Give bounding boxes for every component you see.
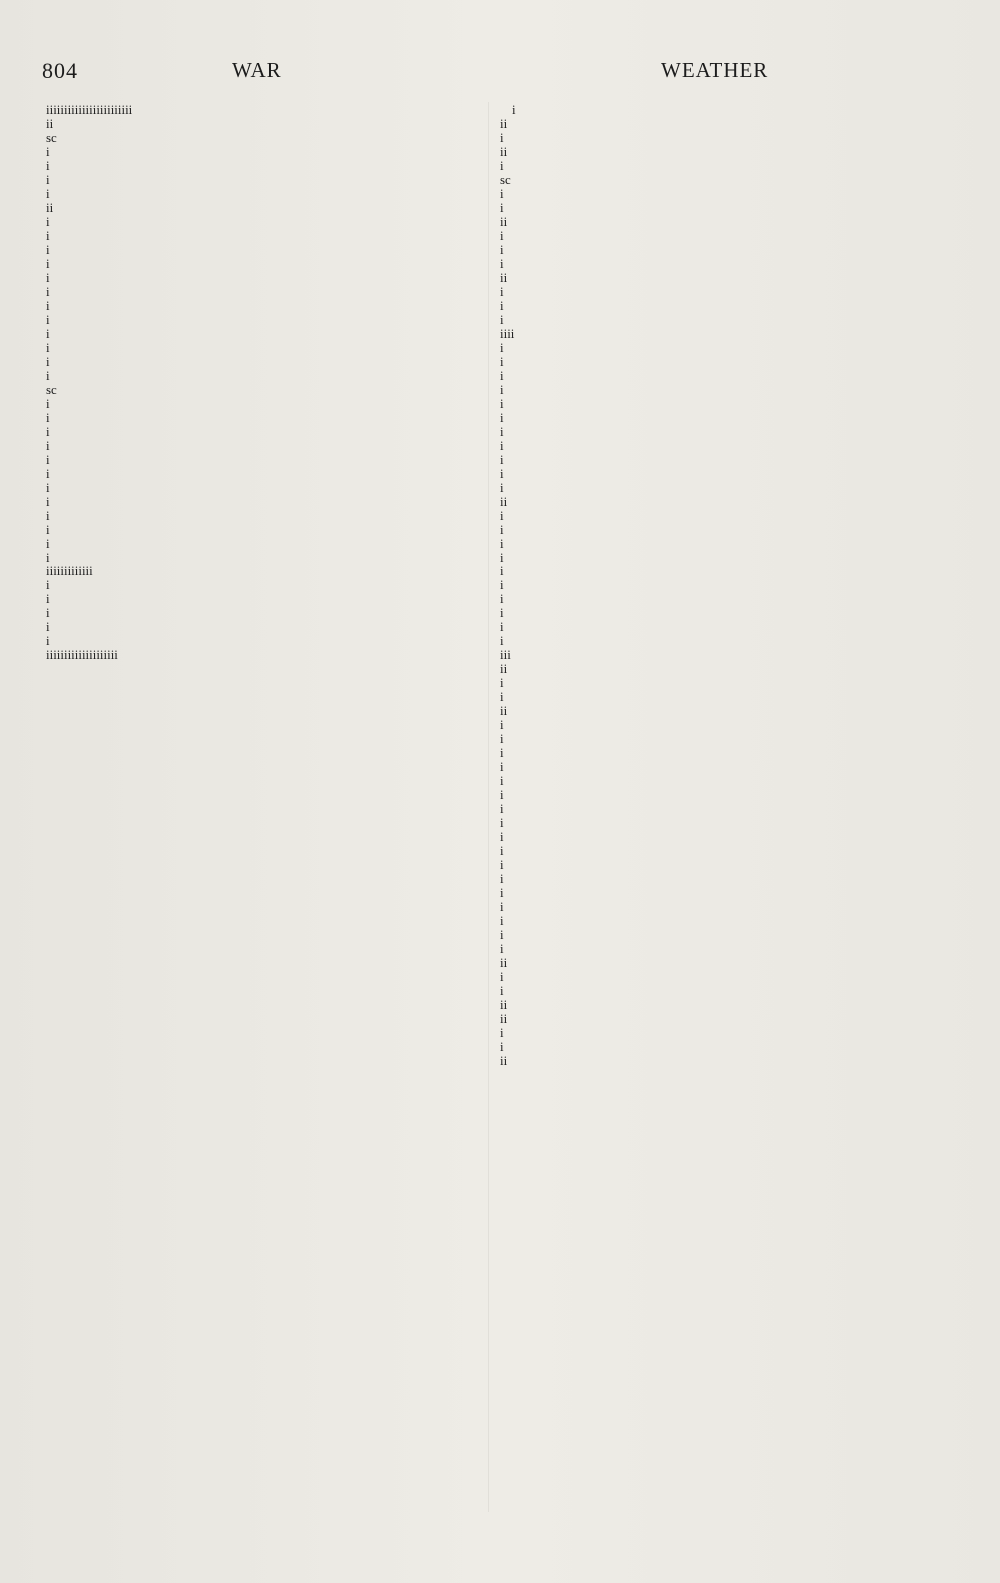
entry-text: i [46,270,50,285]
entry-text: i [63,103,68,117]
entry-text: i [46,312,50,327]
entry-text: i [128,103,133,117]
entry-text: i [46,452,50,467]
entry-text: i [46,144,50,159]
index-entry [500,718,933,732]
entry-text: i [46,592,50,607]
entry-text: i [46,606,50,621]
entry-text: i [63,564,68,579]
entry-text: i [500,998,504,1012]
entry-text: i [500,788,504,803]
index-entry [46,341,477,355]
entry-text: i [500,620,504,635]
entry-text: i [500,564,504,579]
entry-text: i [46,368,50,383]
entry-text: i [500,270,504,285]
index-entry [500,676,933,690]
index-entry [500,187,933,201]
entry-text: i [500,354,504,369]
entry-text: i [96,103,100,117]
entry-text: i [78,564,82,579]
index-entry [500,481,933,495]
index-entry [46,159,477,173]
index-entry [46,271,477,285]
entry-text: i [99,103,104,117]
entry-text: i [46,466,50,481]
index-entry [46,285,477,299]
entry-text: i [53,564,57,579]
index-entry [500,453,933,467]
index-entry [500,690,933,704]
entry-text: i [46,298,50,313]
entry-text: i [63,648,68,663]
entry-text: i [500,704,504,719]
index-entry [500,620,933,634]
entry-text: i [500,928,504,943]
entry-text: sc [500,172,511,187]
index-entry [46,634,477,648]
index-entry [46,453,477,467]
index-entry [500,257,933,271]
index-entry [46,425,477,439]
index-entry [500,425,933,439]
index-entry [500,872,933,886]
index-entry [46,578,477,592]
entry-text: i [500,536,504,551]
index-entry [46,313,477,327]
entry-text: i [46,522,50,537]
entry-text: i [74,648,79,663]
entry-text: i [500,634,504,649]
entry-text: i [500,802,504,817]
entry-text: i [49,200,54,215]
index-column-right [500,103,933,1068]
entry-text: i [500,186,504,201]
entry-text: i [500,872,504,887]
index-entry [500,509,933,523]
entry-text: i [500,340,504,355]
entry-text: i [96,648,100,663]
entry-text: i [67,103,72,117]
index-entry [500,900,933,914]
index-entry [46,117,477,131]
entry-text: i [500,130,504,145]
index-entry [500,984,933,998]
entry-text: i [46,438,50,453]
entry-text: i [107,103,111,117]
entry-text: i [67,564,72,579]
entry-text: i [500,592,504,607]
entry-text: i [500,886,504,901]
entry-text: i [46,103,50,117]
entry-text: i [46,284,50,299]
index-entry [500,1026,933,1040]
entry-text: i [46,424,50,439]
entry-text: i [500,284,504,299]
index-entry [46,383,477,397]
index-entry [46,537,477,551]
entry-text: i [500,116,504,131]
entry-text: i [125,103,129,117]
entry-text: i [56,103,61,117]
index-entry [500,397,933,411]
entry-text: i [107,648,111,663]
index-entry [500,299,933,313]
index-entry [500,383,933,397]
entry-text: i [500,606,504,621]
index-entry [500,145,933,159]
entry-text: i [46,326,50,341]
column-divider [488,102,489,1512]
entry-text: i [99,648,104,663]
entry-text: i [500,732,504,747]
index-entry [500,830,933,844]
entry-text: i [500,214,504,229]
index-entry [46,551,477,565]
entry-text: i [500,480,504,495]
entry-text: i [500,1011,504,1026]
entry-text: i [74,564,79,579]
index-entry [500,564,933,578]
index-entry [500,243,933,257]
index-entry [500,439,933,453]
entry-text: i [49,564,54,579]
index-entry [500,592,933,606]
entry-text: i [503,494,508,509]
index-entry [500,229,933,243]
entry-text: i [500,858,504,873]
index-entry [500,802,933,816]
entry-text: i [85,648,90,663]
index-entry [500,523,933,537]
entry-text: i [510,326,515,341]
index-entry [46,495,477,509]
entry-text: i [46,550,50,565]
index-entry [500,201,933,215]
entry-text: i [46,494,50,509]
entry-text: i [46,648,50,663]
entry-text: i [74,103,79,117]
entry-text: i [500,466,504,481]
index-entry [46,355,477,369]
index-entry [500,159,933,173]
entry-text: i [110,103,115,117]
page-number: 804 [42,58,78,83]
entry-text: i [500,326,504,341]
index-entry [500,760,933,774]
index-entry [500,467,933,481]
entry-text: i [92,103,97,117]
entry-text: i [500,984,504,999]
entry-text: i [46,172,50,187]
entry-text: i [81,648,86,663]
index-entry [500,117,933,131]
index-entry [46,439,477,453]
entry-text: i [46,410,50,425]
index-entry [46,592,477,606]
entry-text: i [46,354,50,369]
entry-text: i [46,256,50,271]
entry-text: i [46,620,50,635]
entry-text: i [500,648,504,663]
index-entry [46,145,477,159]
entry-text: i [53,648,57,663]
entry-text: i [71,564,75,579]
index-entry [500,746,933,760]
entry-text: i [503,144,508,159]
index-entry [500,788,933,802]
index-entry [500,341,933,355]
entry-text: i [500,410,504,425]
entry-text: i [507,326,511,341]
index-entry [46,369,477,383]
entry-text: i [503,998,508,1012]
entry-text: i [500,508,504,523]
entry-text: i [500,1053,504,1068]
entry-text: i [46,536,50,551]
entry-text: i [500,956,504,971]
index-entry [46,397,477,411]
entry-text: i [500,312,504,327]
index-entry [500,998,933,1012]
entry-text: i [500,690,504,705]
entry-text: i [114,103,118,117]
entry-text: i [46,634,50,649]
entry-text: i [60,648,64,663]
left-running-head: WAR [232,58,282,82]
entry-text: i [500,816,504,831]
entry-text: i [78,103,82,117]
entry-text: i [503,1011,508,1026]
entry-text: i [500,844,504,859]
entry-text: i [500,662,504,677]
index-entry [46,481,477,495]
index-entry [46,467,477,481]
entry-text: i [89,103,93,117]
index-entry [46,187,477,201]
entry-text: i [121,103,126,117]
entry-text: i [60,103,64,117]
entry-text: i [53,103,57,117]
entry-text: i [78,648,82,663]
entry-text: i [71,103,75,117]
entry-text: i [500,452,504,467]
entry-text: i [500,676,504,691]
index-entry [46,299,477,313]
index-column-left [46,103,477,662]
index-entry [500,1054,933,1068]
entry-text: i [46,396,50,411]
index-entry [500,704,933,718]
index-entry [46,257,477,271]
entry-text: i [89,564,93,579]
index-entry [500,634,933,648]
entry-text: i [500,396,504,411]
entry-text: i [500,256,504,271]
entry-text: i [46,186,50,201]
entry-text: i [114,648,118,663]
entry-text: i [500,242,504,257]
entry-text: i [503,214,508,229]
index-entry [46,201,477,215]
index-entry [500,956,933,970]
index-entry [500,313,933,327]
entry-text: i [500,1039,504,1054]
entry-text: i [81,564,86,579]
index-entry [500,914,933,928]
entry-text: i [500,760,504,775]
index-entry [500,271,933,285]
index-entry [46,606,477,620]
entry-text: i [500,200,504,215]
entry-text: i [71,648,75,663]
index-entry [500,606,933,620]
index-entry [500,732,933,746]
entry-text: i [46,340,50,355]
index-entry [46,243,477,257]
entry-text: i [110,648,115,663]
index-entry [500,103,933,117]
entry-text: i [60,564,64,579]
entry-text: i [49,648,54,663]
entry-text: i [500,298,504,313]
entry-text: i [500,746,504,761]
entry-text: i [500,494,504,509]
entry-text: i [512,103,516,117]
entry-text: i [500,522,504,537]
index-entry [500,816,933,830]
index-entry [500,1012,933,1026]
entry-text: i [500,158,504,173]
entry-text: i [46,564,50,579]
entry-text: i [500,970,504,985]
index-entry [500,648,933,662]
index-entry [500,131,933,145]
index-entry [46,648,477,662]
index-entry [500,355,933,369]
index-entry [46,327,477,341]
entry-text: i [500,578,504,593]
entry-text: i [49,116,54,131]
entry-text: i [503,662,508,677]
entry-text: i [500,914,504,929]
entry-text: i [503,956,508,971]
entry-text: i [56,648,61,663]
entry-text: i [500,424,504,439]
entry-text: i [503,270,508,285]
entry-text: i [85,564,90,579]
index-entry [46,103,477,117]
index-entry [46,564,477,578]
entry-text: sc [46,382,57,397]
index-entry [500,537,933,551]
entry-text: i [500,144,504,159]
entry-text: i [46,578,50,593]
index-entry [500,970,933,984]
index-entry [500,942,933,956]
index-entry [500,285,933,299]
index-entry [500,495,933,509]
entry-text: i [46,116,50,131]
index-entry [500,774,933,788]
index-entry [46,131,477,145]
index-entry [500,327,933,341]
entry-text: i [503,704,508,719]
entry-text: i [500,228,504,243]
entry-text: i [500,942,504,957]
entry-text: i [46,480,50,495]
entry-text: i [81,103,86,117]
entry-text: i [117,103,122,117]
entry-text: i [67,648,72,663]
index-entry [500,928,933,942]
entry-text: i [92,648,97,663]
entry-text: i [49,103,54,117]
index-entry [46,229,477,243]
entry-text: i [507,648,511,663]
entry-text: i [46,214,50,229]
entry-text: i [46,242,50,257]
index-entry [46,215,477,229]
entry-text: i [46,158,50,173]
index-entry [500,662,933,676]
index-entry [500,173,933,187]
entry-text: i [46,228,50,243]
index-entry [500,844,933,858]
entry-text: i [85,103,90,117]
index-entry [500,578,933,592]
entry-text: i [503,648,508,663]
index-entry [500,551,933,565]
entry-text: i [500,438,504,453]
index-entry [500,215,933,229]
entry-text: i [503,116,508,131]
entry-text: i [500,830,504,845]
entry-text: i [503,326,508,341]
entry-text: i [500,368,504,383]
entry-text: i [46,508,50,523]
entry-text: i [46,200,50,215]
right-running-head: WEATHER [661,58,769,82]
entry-text: i [103,648,108,663]
entry-text: i [500,382,504,397]
index-entry [46,523,477,537]
entry-text: i [500,1025,504,1040]
index-entry [46,509,477,523]
index-entry [500,1040,933,1054]
index-entry [46,411,477,425]
index-entry [46,620,477,634]
index-entry [500,858,933,872]
index-entry [46,173,477,187]
entry-text: i [56,564,61,579]
index-entry [500,369,933,383]
entry-text: i [503,1053,508,1068]
entry-text: i [500,550,504,565]
index-entry [500,411,933,425]
entry-text: i [89,648,93,663]
entry-text: sc [46,130,57,145]
entry-text: i [103,103,108,117]
entry-text: i [500,718,504,733]
index-entry [500,886,933,900]
entry-text: i [500,900,504,915]
entry-text: i [500,774,504,789]
